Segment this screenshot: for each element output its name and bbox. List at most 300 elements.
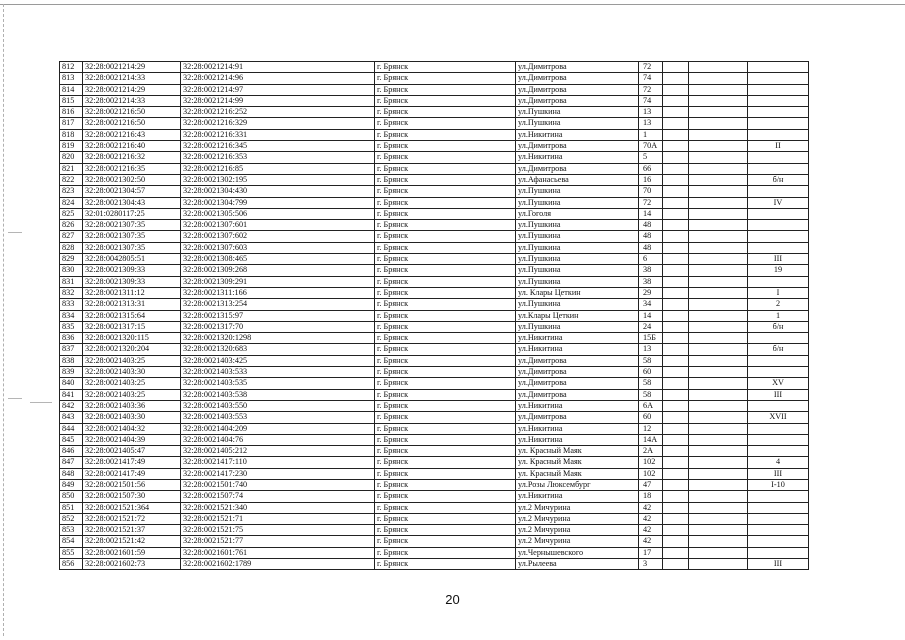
city-cell: г. Брянск: [375, 73, 516, 84]
house-number-cell: 42: [639, 525, 663, 536]
city-cell: г. Брянск: [375, 378, 516, 389]
city-cell: г. Брянск: [375, 513, 516, 524]
cadastral-number-cell: 32:28:0021403:553: [181, 412, 375, 423]
house-number-cell: 66: [639, 163, 663, 174]
extra-col-2-cell: [689, 423, 748, 434]
premises-number-cell: [748, 186, 809, 197]
cadastral-block-cell: 32:28:0021214:29: [83, 84, 181, 95]
house-number-cell: 72: [639, 62, 663, 73]
street-cell: ул.Пушкина: [516, 220, 639, 231]
premises-number-cell: I-10: [748, 479, 809, 490]
extra-col-1-cell: [663, 547, 689, 558]
street-cell: ул. Клары Цеткин: [516, 287, 639, 298]
cadastral-block-cell: 32:28:0021307:35: [83, 231, 181, 242]
extra-col-1-cell: [663, 141, 689, 152]
premises-number-cell: [748, 163, 809, 174]
street-cell: ул.Гоголя: [516, 208, 639, 219]
cadastral-block-cell: 32:28:0021216:32: [83, 152, 181, 163]
extra-col-1-cell: [663, 254, 689, 265]
extra-col-2-cell: [689, 479, 748, 490]
row-number-cell: 847: [60, 457, 83, 468]
house-number-cell: 48: [639, 231, 663, 242]
cadastral-number-cell: 32:28:0021305:506: [181, 208, 375, 219]
street-cell: ул.2 Мичурина: [516, 502, 639, 513]
extra-col-2-cell: [689, 174, 748, 185]
cadastral-number-cell: 32:28:0021315:97: [181, 310, 375, 321]
street-cell: ул.2 Мичурина: [516, 536, 639, 547]
table-row: [60, 333, 809, 344]
cadastral-block-cell: 32:28:0021216:43: [83, 129, 181, 140]
cadastral-block-cell: 32:28:0021417:49: [83, 457, 181, 468]
row-number-cell: 843: [60, 412, 83, 423]
cadastral-block-cell: 32:28:0021216:40: [83, 141, 181, 152]
extra-col-2-cell: [689, 95, 748, 106]
cadastral-table: [59, 61, 809, 570]
extra-col-2-cell: [689, 129, 748, 140]
premises-number-cell: [748, 536, 809, 547]
house-number-cell: 6А: [639, 400, 663, 411]
city-cell: г. Брянск: [375, 84, 516, 95]
house-number-cell: 60: [639, 367, 663, 378]
extra-col-2-cell: [689, 491, 748, 502]
scan-top-edge: [0, 4, 905, 5]
city-cell: г. Брянск: [375, 163, 516, 174]
city-cell: г. Брянск: [375, 265, 516, 276]
premises-number-cell: [748, 242, 809, 253]
premises-number-cell: б/н: [748, 174, 809, 185]
city-cell: г. Брянск: [375, 129, 516, 140]
extra-col-2-cell: [689, 321, 748, 332]
house-number-cell: 13: [639, 344, 663, 355]
street-cell: ул.Пушкина: [516, 107, 639, 118]
street-cell: ул.Димитрова: [516, 84, 639, 95]
city-cell: г. Брянск: [375, 299, 516, 310]
house-number-cell: 16: [639, 174, 663, 185]
extra-col-1-cell: [663, 479, 689, 490]
table-row: [60, 400, 809, 411]
extra-col-1-cell: [663, 95, 689, 106]
extra-col-2-cell: [689, 84, 748, 95]
cadastral-block-cell: 32:28:0021216:50: [83, 118, 181, 129]
scan-mark: [8, 232, 22, 233]
cadastral-number-cell: 32:28:0021214:99: [181, 95, 375, 106]
cadastral-number-cell: 32:28:0021216:329: [181, 118, 375, 129]
city-cell: г. Брянск: [375, 389, 516, 400]
extra-col-1-cell: [663, 525, 689, 536]
premises-number-cell: [748, 62, 809, 73]
cadastral-block-cell: 32:28:0021307:35: [83, 242, 181, 253]
house-number-cell: 72: [639, 197, 663, 208]
extra-col-1-cell: [663, 423, 689, 434]
table-row: [60, 174, 809, 185]
premises-number-cell: [748, 118, 809, 129]
street-cell: ул.Пушкина: [516, 299, 639, 310]
house-number-cell: 102: [639, 457, 663, 468]
extra-col-2-cell: [689, 287, 748, 298]
extra-col-2-cell: [689, 265, 748, 276]
house-number-cell: 38: [639, 265, 663, 276]
extra-col-2-cell: [689, 525, 748, 536]
premises-number-cell: [748, 107, 809, 118]
premises-number-cell: 4: [748, 457, 809, 468]
premises-number-cell: III: [748, 468, 809, 479]
house-number-cell: 12: [639, 423, 663, 434]
house-number-cell: 58: [639, 389, 663, 400]
city-cell: г. Брянск: [375, 242, 516, 253]
premises-number-cell: б/н: [748, 344, 809, 355]
street-cell: ул.2 Мичурина: [516, 513, 639, 524]
row-number-cell: 833: [60, 299, 83, 310]
table-row: [60, 254, 809, 265]
table-row: [60, 513, 809, 524]
extra-col-2-cell: [689, 344, 748, 355]
premises-number-cell: 2: [748, 299, 809, 310]
table-row: [60, 242, 809, 253]
premises-number-cell: [748, 502, 809, 513]
premises-number-cell: II: [748, 141, 809, 152]
row-number-cell: 830: [60, 265, 83, 276]
street-cell: ул.Чернышевского: [516, 547, 639, 558]
cadastral-block-cell: 32:28:0021216:35: [83, 163, 181, 174]
extra-col-1-cell: [663, 84, 689, 95]
city-cell: г. Брянск: [375, 457, 516, 468]
city-cell: г. Брянск: [375, 220, 516, 231]
city-cell: г. Брянск: [375, 400, 516, 411]
city-cell: г. Брянск: [375, 468, 516, 479]
city-cell: г. Брянск: [375, 310, 516, 321]
cadastral-block-cell: 32:28:0021417:49: [83, 468, 181, 479]
premises-number-cell: III: [748, 254, 809, 265]
row-number-cell: 815: [60, 95, 83, 106]
cadastral-number-cell: 32:28:0021403:425: [181, 355, 375, 366]
street-cell: ул.Пушкина: [516, 242, 639, 253]
cadastral-number-cell: 32:28:0021307:601: [181, 220, 375, 231]
extra-col-1-cell: [663, 231, 689, 242]
house-number-cell: 70А: [639, 141, 663, 152]
cadastral-number-cell: 32:28:0021320:1298: [181, 333, 375, 344]
extra-col-2-cell: [689, 197, 748, 208]
cadastral-number-cell: 32:28:0021216:345: [181, 141, 375, 152]
street-cell: ул.Пушкина: [516, 265, 639, 276]
extra-col-2-cell: [689, 310, 748, 321]
city-cell: г. Брянск: [375, 321, 516, 332]
premises-number-cell: III: [748, 389, 809, 400]
extra-col-1-cell: [663, 434, 689, 445]
page-number: 20: [445, 592, 460, 607]
city-cell: г. Брянск: [375, 254, 516, 265]
row-number-cell: 850: [60, 491, 83, 502]
house-number-cell: 5: [639, 152, 663, 163]
table-row: [60, 62, 809, 73]
row-number-cell: 844: [60, 423, 83, 434]
cadastral-block-cell: 32:28:0021214:33: [83, 95, 181, 106]
extra-col-1-cell: [663, 220, 689, 231]
street-cell: ул.Никитина: [516, 333, 639, 344]
cadastral-block-cell: 32:28:0021403:30: [83, 367, 181, 378]
house-number-cell: 13: [639, 107, 663, 118]
house-number-cell: 3: [639, 559, 663, 570]
table-row: [60, 321, 809, 332]
extra-col-2-cell: [689, 186, 748, 197]
table-row: [60, 129, 809, 140]
table-row: [60, 479, 809, 490]
cadastral-block-cell: 32:28:0021404:39: [83, 434, 181, 445]
cadastral-number-cell: 32:28:0021404:209: [181, 423, 375, 434]
house-number-cell: 74: [639, 95, 663, 106]
table-row: [60, 118, 809, 129]
table-row: [60, 310, 809, 321]
city-cell: г. Брянск: [375, 559, 516, 570]
cadastral-block-cell: 32:28:0021403:30: [83, 412, 181, 423]
house-number-cell: 102: [639, 468, 663, 479]
cadastral-number-cell: 32:28:0021313:254: [181, 299, 375, 310]
house-number-cell: 15Б: [639, 333, 663, 344]
house-number-cell: 29: [639, 287, 663, 298]
house-number-cell: 17: [639, 547, 663, 558]
street-cell: ул.Афанасьева: [516, 174, 639, 185]
city-cell: г. Брянск: [375, 344, 516, 355]
city-cell: г. Брянск: [375, 502, 516, 513]
house-number-cell: 14: [639, 310, 663, 321]
extra-col-2-cell: [689, 400, 748, 411]
table-row: [60, 412, 809, 423]
city-cell: г. Брянск: [375, 525, 516, 536]
street-cell: ул.Никитина: [516, 491, 639, 502]
cadastral-number-cell: 32:28:0021403:533: [181, 367, 375, 378]
cadastral-block-cell: 32:28:0021501:56: [83, 479, 181, 490]
table-row: [60, 231, 809, 242]
extra-col-1-cell: [663, 276, 689, 287]
house-number-cell: 42: [639, 513, 663, 524]
row-number-cell: 842: [60, 400, 83, 411]
cadastral-number-cell: 32:28:0021521:77: [181, 536, 375, 547]
city-cell: г. Брянск: [375, 276, 516, 287]
premises-number-cell: XV: [748, 378, 809, 389]
cadastral-number-cell: 32:28:0021216:252: [181, 107, 375, 118]
cadastral-number-cell: 32:28:0021309:291: [181, 276, 375, 287]
row-number-cell: 841: [60, 389, 83, 400]
city-cell: г. Брянск: [375, 141, 516, 152]
city-cell: г. Брянск: [375, 62, 516, 73]
cadastral-number-cell: 32:28:0021216:331: [181, 129, 375, 140]
table-row: [60, 152, 809, 163]
row-number-cell: 846: [60, 446, 83, 457]
row-number-cell: 831: [60, 276, 83, 287]
premises-number-cell: [748, 73, 809, 84]
row-number-cell: 837: [60, 344, 83, 355]
row-number-cell: 823: [60, 186, 83, 197]
city-cell: г. Брянск: [375, 367, 516, 378]
extra-col-1-cell: [663, 355, 689, 366]
cadastral-block-cell: 32:28:0021320:115: [83, 333, 181, 344]
cadastral-block-cell: 32:28:0042805:51: [83, 254, 181, 265]
premises-number-cell: 1: [748, 310, 809, 321]
table-body: [60, 62, 809, 570]
street-cell: ул.Розы Люксембург: [516, 479, 639, 490]
table-row: [60, 536, 809, 547]
extra-col-2-cell: [689, 62, 748, 73]
premises-number-cell: [748, 276, 809, 287]
row-number-cell: 818: [60, 129, 83, 140]
extra-col-1-cell: [663, 502, 689, 513]
cadastral-block-cell: 32:28:0021403:36: [83, 400, 181, 411]
cadastral-number-cell: 32:28:0021320:683: [181, 344, 375, 355]
cadastral-number-cell: 32:28:0021216:353: [181, 152, 375, 163]
cadastral-number-cell: 32:28:0021507:74: [181, 491, 375, 502]
row-number-cell: 854: [60, 536, 83, 547]
city-cell: г. Брянск: [375, 446, 516, 457]
city-cell: г. Брянск: [375, 208, 516, 219]
row-number-cell: 855: [60, 547, 83, 558]
extra-col-2-cell: [689, 107, 748, 118]
premises-number-cell: [748, 491, 809, 502]
premises-number-cell: [748, 446, 809, 457]
extra-col-2-cell: [689, 513, 748, 524]
city-cell: г. Брянск: [375, 547, 516, 558]
cadastral-number-cell: 32:28:0021302:195: [181, 174, 375, 185]
street-cell: ул.Пушкина: [516, 276, 639, 287]
extra-col-1-cell: [663, 321, 689, 332]
table-row: [60, 208, 809, 219]
table-row: [60, 559, 809, 570]
table-row: [60, 547, 809, 558]
extra-col-2-cell: [689, 378, 748, 389]
street-cell: ул.Димитрова: [516, 163, 639, 174]
row-number-cell: 825: [60, 208, 83, 219]
row-number-cell: 824: [60, 197, 83, 208]
street-cell: ул.Димитрова: [516, 73, 639, 84]
row-number-cell: 836: [60, 333, 83, 344]
table-row: [60, 502, 809, 513]
extra-col-1-cell: [663, 197, 689, 208]
extra-col-1-cell: [663, 468, 689, 479]
cadastral-block-cell: 32:28:0021521:42: [83, 536, 181, 547]
cadastral-block-cell: 32:28:0021403:25: [83, 378, 181, 389]
street-cell: ул.Никитина: [516, 434, 639, 445]
house-number-cell: 48: [639, 242, 663, 253]
table-row: [60, 491, 809, 502]
extra-col-1-cell: [663, 118, 689, 129]
cadastral-block-cell: 32:28:0021304:57: [83, 186, 181, 197]
table-row: [60, 355, 809, 366]
cadastral-number-cell: 32:28:0021601:761: [181, 547, 375, 558]
extra-col-1-cell: [663, 559, 689, 570]
premises-number-cell: XVII: [748, 412, 809, 423]
extra-col-1-cell: [663, 344, 689, 355]
table-row: [60, 367, 809, 378]
cadastral-number-cell: 32:28:0021403:538: [181, 389, 375, 400]
extra-col-1-cell: [663, 299, 689, 310]
city-cell: г. Брянск: [375, 536, 516, 547]
extra-col-2-cell: [689, 73, 748, 84]
city-cell: г. Брянск: [375, 287, 516, 298]
table-row: [60, 457, 809, 468]
street-cell: ул.Никитина: [516, 400, 639, 411]
street-cell: ул.Пушкина: [516, 321, 639, 332]
street-cell: ул.Димитрова: [516, 95, 639, 106]
cadastral-number-cell: 32:28:0021501:740: [181, 479, 375, 490]
house-number-cell: 42: [639, 502, 663, 513]
extra-col-2-cell: [689, 152, 748, 163]
cadastral-block-cell: 32:28:0021313:31: [83, 299, 181, 310]
cadastral-block-cell: 32:28:0021307:35: [83, 220, 181, 231]
table-row: [60, 141, 809, 152]
row-number-cell: 820: [60, 152, 83, 163]
street-cell: ул.Никитина: [516, 152, 639, 163]
cadastral-block-cell: 32:28:0021315:64: [83, 310, 181, 321]
premises-number-cell: [748, 152, 809, 163]
city-cell: г. Брянск: [375, 95, 516, 106]
cadastral-block-cell: 32:28:0021521:37: [83, 525, 181, 536]
extra-col-1-cell: [663, 310, 689, 321]
table-row: [60, 95, 809, 106]
table-row: [60, 434, 809, 445]
city-cell: г. Брянск: [375, 412, 516, 423]
cadastral-number-cell: 32:28:0021602:1789: [181, 559, 375, 570]
extra-col-1-cell: [663, 287, 689, 298]
extra-col-1-cell: [663, 208, 689, 219]
premises-number-cell: [748, 423, 809, 434]
cadastral-block-cell: 32:28:0021216:50: [83, 107, 181, 118]
street-cell: ул.Димитрова: [516, 355, 639, 366]
row-number-cell: 845: [60, 434, 83, 445]
city-cell: г. Брянск: [375, 434, 516, 445]
street-cell: ул.Димитрова: [516, 141, 639, 152]
premises-number-cell: [748, 513, 809, 524]
row-number-cell: 816: [60, 107, 83, 118]
cadastral-number-cell: 32:28:0021307:602: [181, 231, 375, 242]
street-cell: ул.Никитина: [516, 423, 639, 434]
cadastral-number-cell: 32:28:0021214:96: [181, 73, 375, 84]
cadastral-number-cell: 32:28:0021417:230: [181, 468, 375, 479]
cadastral-block-cell: 32:28:0021309:33: [83, 265, 181, 276]
cadastral-block-cell: 32:28:0021309:33: [83, 276, 181, 287]
street-cell: ул.Димитрова: [516, 62, 639, 73]
cadastral-number-cell: 32:28:0021403:535: [181, 378, 375, 389]
cadastral-number-cell: 32:28:0021308:465: [181, 254, 375, 265]
city-cell: г. Брянск: [375, 423, 516, 434]
cadastral-block-cell: 32:28:0021317:15: [83, 321, 181, 332]
extra-col-1-cell: [663, 186, 689, 197]
table-row: [60, 389, 809, 400]
extra-col-1-cell: [663, 333, 689, 344]
extra-col-1-cell: [663, 491, 689, 502]
row-number-cell: 848: [60, 468, 83, 479]
house-number-cell: 24: [639, 321, 663, 332]
house-number-cell: 14А: [639, 434, 663, 445]
extra-col-2-cell: [689, 502, 748, 513]
premises-number-cell: I: [748, 287, 809, 298]
extra-col-2-cell: [689, 118, 748, 129]
table-row: [60, 197, 809, 208]
house-number-cell: 6: [639, 254, 663, 265]
cadastral-block-cell: 32:28:0021405:47: [83, 446, 181, 457]
extra-col-1-cell: [663, 265, 689, 276]
table-row: [60, 378, 809, 389]
row-number-cell: 838: [60, 355, 83, 366]
extra-col-2-cell: [689, 333, 748, 344]
street-cell: ул.Никитина: [516, 344, 639, 355]
premises-number-cell: III: [748, 559, 809, 570]
extra-col-2-cell: [689, 389, 748, 400]
house-number-cell: 47: [639, 479, 663, 490]
cadastral-block-cell: 32:28:0021403:25: [83, 355, 181, 366]
cadastral-block-cell: 32:28:0021507:30: [83, 491, 181, 502]
cadastral-number-cell: 32:28:0021311:166: [181, 287, 375, 298]
cadastral-number-cell: 32:28:0021214:97: [181, 84, 375, 95]
cadastral-block-cell: 32:28:0021214:29: [83, 62, 181, 73]
house-number-cell: 70: [639, 186, 663, 197]
